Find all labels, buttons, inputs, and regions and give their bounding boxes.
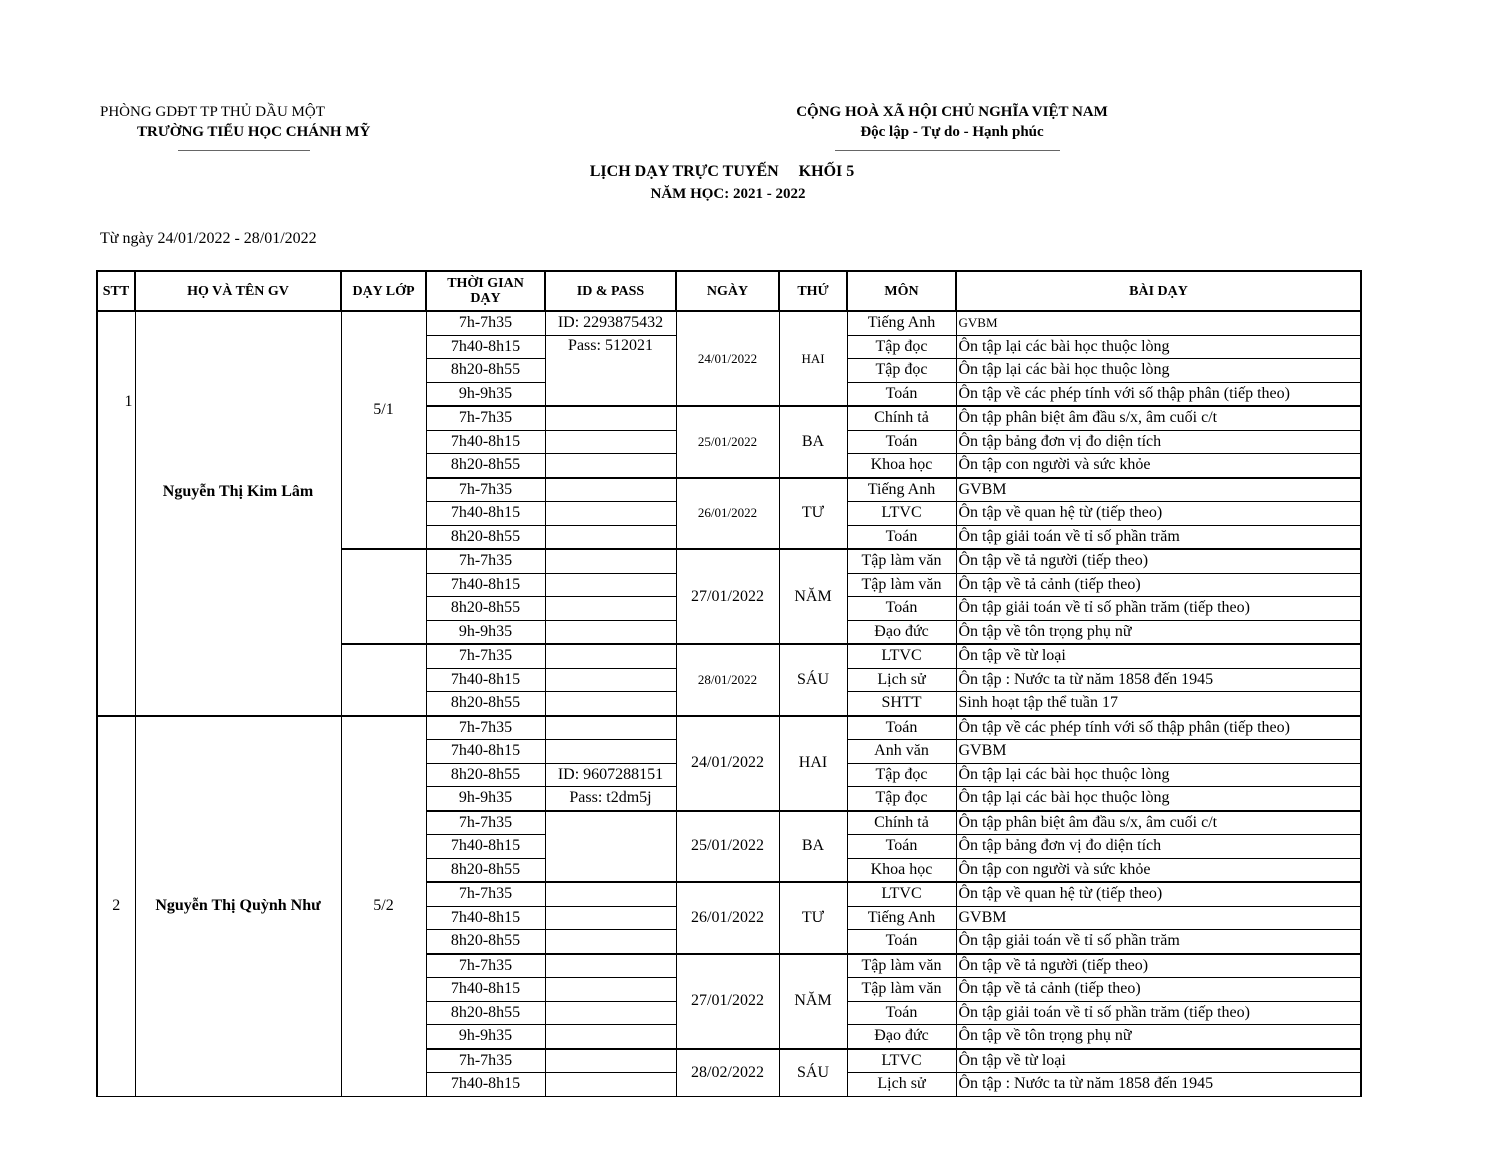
subject-cell: Tiếng Anh	[847, 478, 956, 502]
class-cell-empty	[341, 549, 426, 644]
meeting-id-cell: ID: 2293875432	[545, 311, 676, 335]
subject-cell: Đạo đức	[847, 620, 956, 644]
lesson-cell: Ôn tập về tôn trọng phụ nữ	[956, 1025, 1361, 1049]
lesson-cell: Ôn tập : Nước ta từ năm 1858 đến 1945	[956, 668, 1361, 692]
country-name: CỘNG HOÀ XÃ HỘI CHỦ NGHĨA VIỆT NAM	[796, 104, 1108, 120]
subject-cell: Tập làm văn	[847, 549, 956, 573]
lesson-cell: Ôn tập về tả người (tiếp theo)	[956, 954, 1361, 978]
lesson-cell: GVBM	[956, 478, 1361, 502]
idpass-empty-cell	[545, 406, 676, 430]
date-cell: 26/01/2022	[676, 478, 779, 550]
time-cell: 7h40-8h15	[426, 573, 545, 597]
weekday-cell: SÁU	[779, 1049, 847, 1097]
lesson-cell: Ôn tập về các phép tính với số thập phân (tiếp theo)	[956, 716, 1361, 740]
weekday-cell: BA	[779, 406, 847, 478]
col-header-subject: MÔN	[847, 271, 956, 311]
subject-cell: Tập đọc	[847, 335, 956, 359]
idpass-empty-cell	[545, 525, 676, 549]
time-cell: 7h40-8h15	[426, 835, 545, 859]
subject-cell: Chính tả	[847, 811, 956, 835]
time-cell: 7h40-8h15	[426, 978, 545, 1002]
table-header-row	[97, 271, 1361, 311]
time-cell: 9h-9h35	[426, 382, 545, 406]
meeting-pass-cell: Pass: t2dm5j	[545, 787, 676, 811]
idpass-empty-cell	[545, 1073, 676, 1097]
col-header-class: DẠY LỚP	[341, 271, 426, 311]
subject-cell: LTVC	[847, 1049, 956, 1073]
time-cell: 7h40-8h15	[426, 335, 545, 359]
time-cell: 7h-7h35	[426, 311, 545, 335]
time-cell: 8h20-8h55	[426, 1001, 545, 1025]
subject-cell: Lịch sử	[847, 668, 956, 692]
weekday-cell: BA	[779, 811, 847, 883]
time-cell: 8h20-8h55	[426, 858, 545, 882]
col-header-date: NGÀY	[676, 271, 779, 311]
time-cell: 7h-7h35	[426, 549, 545, 573]
idpass-empty-cell	[545, 978, 676, 1002]
lesson-cell: Ôn tập về tôn trọng phụ nữ	[956, 620, 1361, 644]
lesson-cell: Ôn tập phân biệt âm đầu s/x, âm cuối c/t	[956, 406, 1361, 430]
weekday-cell: SÁU	[779, 644, 847, 716]
lesson-cell: Ôn tập lại các bài học thuộc lòng	[956, 359, 1361, 383]
subject-cell: Tập làm văn	[847, 954, 956, 978]
time-cell: 7h-7h35	[426, 644, 545, 668]
lesson-cell: Ôn tập về từ loại	[956, 644, 1361, 668]
lesson-cell: Ôn tập về các phép tính với số thập phân (tiếp theo)	[956, 382, 1361, 406]
col-header-weekday: THỨ	[779, 271, 847, 311]
stt-cell: 1	[97, 311, 135, 716]
idpass-empty-cell	[545, 906, 676, 930]
date-cell: 25/01/2022	[676, 406, 779, 478]
subject-cell: Tập làm văn	[847, 573, 956, 597]
idpass-empty-cell	[545, 882, 676, 906]
time-cell: 7h-7h35	[426, 1049, 545, 1073]
subject-cell: Đạo đức	[847, 1025, 956, 1049]
idpass-empty-cell	[545, 954, 676, 978]
subject-cell: Toán	[847, 382, 956, 406]
time-cell: 8h20-8h55	[426, 359, 545, 383]
school-name: TRƯỜNG TIỂU HỌC CHÁNH MỸ	[137, 124, 371, 140]
idpass-empty-cell	[545, 811, 676, 883]
subject-cell: Toán	[847, 597, 956, 621]
col-header-lesson: BÀI DẠY	[956, 271, 1361, 311]
subject-cell: LTVC	[847, 644, 956, 668]
subject-cell: Tập đọc	[847, 763, 956, 787]
subject-cell: Lịch sử	[847, 1073, 956, 1097]
time-cell: 7h40-8h15	[426, 906, 545, 930]
lesson-cell: Ôn tập lại các bài học thuộc lòng	[956, 787, 1361, 811]
time-cell: 8h20-8h55	[426, 525, 545, 549]
schedule-table	[96, 270, 1362, 1097]
idpass-empty-cell	[545, 692, 676, 716]
lesson-cell: Ôn tập lại các bài học thuộc lòng	[956, 335, 1361, 359]
date-cell: 27/01/2022	[676, 954, 779, 1049]
col-header-idpass: ID & PASS	[545, 271, 676, 311]
time-cell: 8h20-8h55	[426, 930, 545, 954]
idpass-empty-cell	[545, 716, 676, 740]
meeting-id-cell: ID: 9607288151	[545, 763, 676, 787]
weekday-cell: HAI	[779, 311, 847, 406]
school-year: NĂM HỌC: 2021 - 2022	[650, 186, 806, 202]
time-cell: 8h20-8h55	[426, 763, 545, 787]
time-cell: 7h40-8h15	[426, 430, 545, 454]
meeting-pass-cell: Pass: 512021	[545, 335, 676, 406]
lesson-cell: Ôn tập giải toán về tỉ số phần trăm (tiếp theo)	[956, 1001, 1361, 1025]
lesson-cell: Ôn tập về tả người (tiếp theo)	[956, 549, 1361, 573]
time-cell: 7h40-8h15	[426, 1073, 545, 1097]
subject-cell: Toán	[847, 930, 956, 954]
subject-cell: LTVC	[847, 882, 956, 906]
class-cell: 5/1	[341, 311, 426, 549]
idpass-empty-cell	[545, 597, 676, 621]
time-cell: 7h-7h35	[426, 882, 545, 906]
date-cell: 25/01/2022	[676, 811, 779, 883]
date-cell: 24/01/2022	[676, 716, 779, 811]
weekday-cell: NĂM	[779, 954, 847, 1049]
lesson-cell: Ôn tập lại các bài học thuộc lòng	[956, 763, 1361, 787]
idpass-empty-cell	[545, 549, 676, 573]
idpass-empty-cell	[545, 1025, 676, 1049]
subject-cell: Khoa học	[847, 858, 956, 882]
lesson-cell: Ôn tập con người và sức khỏe	[956, 454, 1361, 478]
idpass-empty-cell	[545, 668, 676, 692]
col-header-stt: STT	[97, 271, 135, 311]
weekday-cell: HAI	[779, 716, 847, 811]
subject-cell: Tiếng Anh	[847, 906, 956, 930]
subject-cell: Tập đọc	[847, 787, 956, 811]
lesson-cell: Ôn tập về tả cảnh (tiếp theo)	[956, 978, 1361, 1002]
lesson-cell: Ôn tập về quan hệ từ (tiếp theo)	[956, 502, 1361, 526]
class-cell: 5/2	[341, 716, 426, 1097]
schedule-body	[97, 311, 1361, 1096]
time-cell: 7h40-8h15	[426, 502, 545, 526]
idpass-empty-cell	[545, 740, 676, 764]
time-cell: 7h40-8h15	[426, 740, 545, 764]
lesson-cell: Ôn tập về quan hệ từ (tiếp theo)	[956, 882, 1361, 906]
table-row	[97, 716, 1361, 740]
time-cell: 7h-7h35	[426, 716, 545, 740]
idpass-empty-cell	[545, 930, 676, 954]
subject-cell: Khoa học	[847, 454, 956, 478]
date-cell: 24/01/2022	[676, 311, 779, 406]
subject-cell: Tiếng Anh	[847, 311, 956, 335]
time-cell: 7h-7h35	[426, 811, 545, 835]
time-cell: 8h20-8h55	[426, 454, 545, 478]
lesson-cell: GVBM	[956, 740, 1361, 764]
weekday-cell: NĂM	[779, 549, 847, 644]
subject-cell: Tập đọc	[847, 359, 956, 383]
department-name: PHÒNG GDĐT TP THỦ DẦU MỘT	[100, 104, 325, 120]
lesson-cell: Ôn tập bảng đơn vị đo diện tích	[956, 835, 1361, 859]
time-cell: 8h20-8h55	[426, 597, 545, 621]
idpass-empty-cell	[545, 1001, 676, 1025]
lesson-cell: Ôn tập con người và sức khỏe	[956, 858, 1361, 882]
time-cell: 8h20-8h55	[426, 692, 545, 716]
teacher-name-cell: Nguyễn Thị Kim Lâm	[135, 311, 341, 716]
idpass-empty-cell	[545, 1049, 676, 1073]
lesson-cell: Ôn tập về tả cảnh (tiếp theo)	[956, 573, 1361, 597]
date-cell: 27/01/2022	[676, 549, 779, 644]
time-cell: 9h-9h35	[426, 620, 545, 644]
idpass-empty-cell	[545, 478, 676, 502]
subject-cell: Anh văn	[847, 740, 956, 764]
lesson-cell: Ôn tập : Nước ta từ năm 1858 đến 1945	[956, 1073, 1361, 1097]
lesson-cell: GVBM	[956, 906, 1361, 930]
time-cell: 7h-7h35	[426, 478, 545, 502]
idpass-empty-cell	[545, 573, 676, 597]
idpass-empty-cell	[545, 644, 676, 668]
date-cell: 28/01/2022	[676, 644, 779, 716]
subject-cell: Chính tả	[847, 406, 956, 430]
time-cell: 9h-9h35	[426, 1025, 545, 1049]
date-cell: 26/01/2022	[676, 882, 779, 954]
subject-cell: Toán	[847, 1001, 956, 1025]
class-cell-empty	[341, 644, 426, 716]
idpass-empty-cell	[545, 430, 676, 454]
subject-cell: Toán	[847, 835, 956, 859]
subject-cell: SHTT	[847, 692, 956, 716]
stt-cell: 2	[97, 716, 135, 1097]
subject-cell: LTVC	[847, 502, 956, 526]
teacher-name-cell: Nguyễn Thị Quỳnh Như	[135, 716, 341, 1097]
time-cell: 7h-7h35	[426, 406, 545, 430]
col-header-time: THỜI GIAN DẠY	[426, 271, 545, 311]
lesson-cell: Ôn tập giải toán về tỉ số phần trăm (tiếp theo)	[956, 597, 1361, 621]
subject-cell: Toán	[847, 716, 956, 740]
idpass-empty-cell	[545, 620, 676, 644]
lesson-cell: GVBM	[956, 311, 1361, 335]
lesson-cell: Ôn tập giải toán về tỉ số phần trăm	[956, 930, 1361, 954]
lesson-cell: Sinh hoạt tập thể tuần 17	[956, 692, 1361, 716]
national-motto: Độc lập - Tự do - Hạnh phúc	[860, 124, 1044, 140]
time-cell: 7h-7h35	[426, 954, 545, 978]
table-row	[97, 311, 1361, 335]
subject-cell: Tập làm văn	[847, 978, 956, 1002]
subject-cell: Toán	[847, 525, 956, 549]
col-header-teacher: HỌ VÀ TÊN GV	[135, 271, 341, 311]
document-title: LỊCH DẠY TRỰC TUYẾN KHỐI 5	[589, 163, 855, 180]
date-cell: 28/02/2022	[676, 1049, 779, 1097]
lesson-cell: Ôn tập giải toán về tỉ số phần trăm	[956, 525, 1361, 549]
idpass-empty-cell	[545, 454, 676, 478]
lesson-cell: Ôn tập bảng đơn vị đo diện tích	[956, 430, 1361, 454]
lesson-cell: Ôn tập phân biệt âm đầu s/x, âm cuối c/t	[956, 811, 1361, 835]
date-range: Từ ngày 24/01/2022 - 28/01/2022	[100, 230, 317, 247]
idpass-empty-cell	[545, 502, 676, 526]
time-cell: 7h40-8h15	[426, 668, 545, 692]
time-cell: 9h-9h35	[426, 787, 545, 811]
lesson-cell: Ôn tập về từ loại	[956, 1049, 1361, 1073]
subject-cell: Toán	[847, 430, 956, 454]
weekday-cell: TƯ	[779, 882, 847, 954]
weekday-cell: TƯ	[779, 478, 847, 550]
